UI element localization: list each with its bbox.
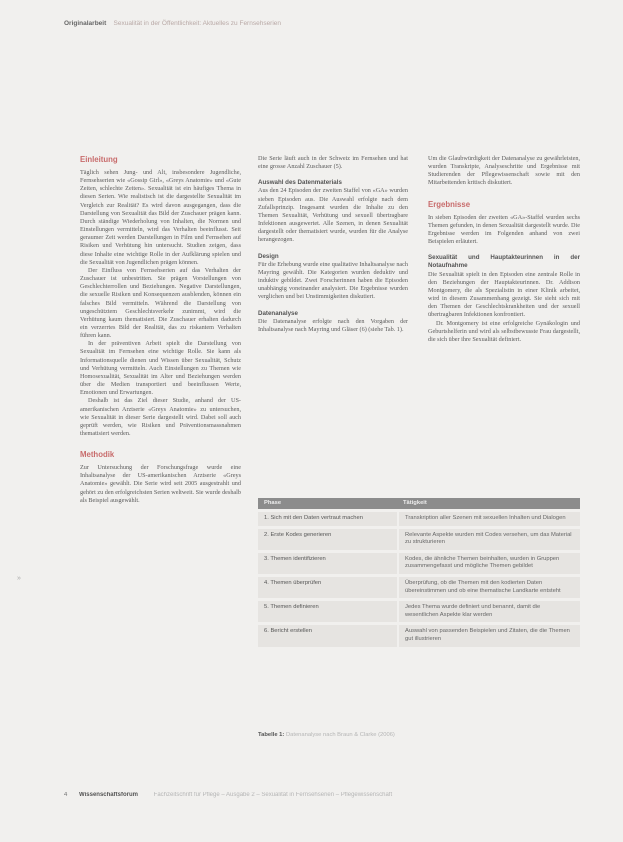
paragraph: Aus den 24 Episoden der zweiten Staffel von «GA» wurden sieben Episoden aus. Die Auswahl erfolgte nach dem Zufallsprinzip. Insgesamt wurden die Inhalte zu den Themen Sexualität, Verhütung und sexuell übertragbare Infektionen ausgewertet. Alle Szenen, in denen Sexualität dargestellt oder thematisiert wurde, wurden für die Analyse herangezogen.: [258, 187, 408, 244]
section-heading-ergebnisse: Ergebnisse: [428, 199, 471, 209]
table-header: [258, 498, 580, 509]
table-cell-phase: 3. Themen identifizieren: [264, 555, 326, 562]
magazine-name: Wissenschaftsforum: [79, 792, 138, 798]
table-header-cell: Tätigkeit: [403, 499, 427, 506]
table-cell-phase: 1. Sich mit den Daten vertraut machen: [264, 515, 363, 521]
footer-reference: Fachzeitschrift für Pflege – Ausgabe 2 – Sexualität in Fernsehserien – Pflegewissenschaft: [153, 792, 393, 798]
header-title: Sexualität in der Öffentlichkeit: Aktuelles zu Fernsehserien: [113, 20, 282, 27]
analysis-table: [258, 498, 580, 647]
paragraph: Um die Glaubwürdigkeit der Datenanalyse zu gewährleisten, wurden Transkripte, Analyseschritte und Ergebnisse mit Studierenden der Pflegewissenschaft sowie mit den Mitarbeitenden kritisch diskutiert.: [428, 155, 580, 187]
table-cell-task: Relevante Aspekte wurden mit Codes versehen, um das Material zu strukturieren: [397, 529, 580, 550]
table-cell-task: Jedes Thema wurde definiert und benannt, damit die wesentlichen Aspekte klar werden: [397, 601, 580, 622]
table-cell-task: Kodes, die ähnliche Themen beinhalten, wurden in Gruppen zusammengefasst und mögliche Themen gebildet: [397, 553, 580, 574]
table-cell-phase: 6. Bericht erstellen: [264, 628, 313, 635]
table-caption: [258, 732, 395, 738]
table-row: [258, 512, 580, 526]
section-heading-methodik: Methodik: [80, 450, 115, 460]
paragraph: Dr. Montgomery ist eine erfolgreiche Gynäkologin und Geburtshelferin und wird als selbstbewusste Frau dargestellt, die sich über ihre Sexualität definiert.: [428, 319, 580, 343]
column-3: [428, 155, 580, 344]
table-row: [258, 601, 580, 622]
table-cell-task: Transkription aller Szenen mit sexuellen Inhalten und Dialogen: [397, 512, 580, 526]
paragraph: Der Einfluss von Fernsehserien auf das Verhalten der Zuschauer ist unbestritten. Sie prägen Vorstellungen von Geschlechterrollen und Beziehungen. Negative Darstellungen, die sexuelle Risiken und Konsequenzen ausblenden, können ein falsches Bild vermitteln. Während die Darstellung von ungeschütztem Geschlechtsverkehr zunimmt, wird die Verhütung kaum thematisiert. Die Zuschauer erhalten dadurch ein verzerrtes Bild der Realität, das zu riskantem Verhalten führen kann.: [80, 266, 241, 340]
paragraph: Die Datenanalyse erfolgte nach den Vorgaben der Inhaltsanalyse nach Mayring und Gläser (6) (siehe Tab. 1).: [258, 317, 408, 333]
paragraph: In der präventiven Arbeit spielt die Darstellung von Sexualität im Fernsehen eine wichtige Rolle. Sie kann als Informationsquelle dienen und Wissen über Sexualität, Schutz und Verhütung vermitteln. Auch Einstellungen zu Themen wie Homosexualität, Sexualität im Alter und Beziehungen werden über die Medien transportiert und beeinflussen Werte, Emotionen und Erwartungen.: [80, 340, 241, 397]
table-row: [258, 625, 580, 646]
table-cell-phase: 2. Erste Kodes generieren: [264, 531, 332, 538]
paragraph: Die Serie läuft auch in der Schweiz im Fernsehen und hat eine grosse Anzahl Zuschauer (5).: [258, 155, 408, 171]
subheading-design: Design: [258, 252, 279, 260]
table-cell-task: Auswahl von passenden Beispielen und Zitaten, die die Themen gut illustrieren: [397, 625, 580, 646]
paragraph: Die Sexualität spielt in den Episoden eine zentrale Rolle in den Beziehungen der Hauptakteurinnen. Dr. Addison Montgomery, die als Spezialistin in einer Klinik arbeitet, wird in diesem Zusammenhang gezeigt. Sie sieht sich mit den Themen der Geschlechtskrankheiten und der sexuell übertragbaren Infektionen konfrontiert.: [428, 270, 580, 319]
column-1: [80, 155, 241, 505]
table-cell-task: Überprüfung, ob die Themen mit den kodierten Daten übereinstimmen und ob eine thematische Landkarte entsteht: [397, 577, 580, 598]
page-footer: [64, 792, 580, 798]
margin-mark: »: [17, 575, 21, 582]
caption-text: Datenanalyse nach Braun & Clarke (2006): [285, 732, 395, 738]
table-row: [258, 529, 580, 550]
section-heading-einleitung: Einleitung: [80, 155, 118, 164]
paragraph: Für die Erhebung wurde eine qualitative Inhaltsanalyse nach Mayring gewählt. Die Kategorien wurden deduktiv und induktiv gebildet. Zwei Forscherinnen haben die Episoden unabhängig voneinander analysiert. Die Ergebnisse wurden verglichen und bei Unstimmigkeiten diskutiert.: [258, 260, 408, 301]
subheading-sexualitaet: Sexualität und Hauptakteurinnen in der Notaufnahme: [428, 254, 580, 270]
table-cell-phase: 5. Themen definieren: [264, 604, 319, 611]
table-row: [258, 553, 580, 574]
table-header-cell: Phase: [264, 499, 282, 506]
running-header: [64, 20, 281, 27]
subheading-datenanalyse: Datenanalyse: [258, 309, 298, 317]
header-source: Originalarbeit: [64, 20, 107, 27]
paragraph: Täglich sehen Jung- und Alt, insbesondere Jugendliche, Fernsehserien wie «Gossip Girl», «Greys Anatomie» und «Gute Zeiten, schlechte Zeiten». Sexualität ist ein häufiges Thema in diesen Serien. Wie realistisch ist die dargestellte Sexualität im Vergleich zur Realität? Es wird davon ausgegangen, dass die Darstellung von Sexualität das Bild der Zuschauer prägen kann. Durch ständige Wiederholung von Inhalten, die Normen und Einstellungen vermitteln, wird das Verhalten beeinflusst. Seit geraumer Zeit werden Darstellungen in Film und Fernsehen auf Risiken und Verhütung hin untersucht. Studien zeigen, dass diese Inhalte eine wichtige Rolle in der Aufklärung spielen und die Sexualität von Jugendlichen prägen können.: [80, 169, 241, 266]
page-number: 4: [64, 792, 68, 798]
paragraph: In sieben Episoden der zweiten «GA»-Staffel wurden sechs Themen gefunden, in denen Sexualität dargestellt wurde. Die Ergebnisse werden im Folgenden anhand von zwei Beispielen erläutert.: [428, 213, 580, 246]
caption-label: Tabelle 1:: [258, 732, 285, 738]
table-cell-phase: 4. Themen überprüfen: [264, 579, 322, 586]
paragraph: Zur Untersuchung der Forschungsfrage wurde eine Inhaltsanalyse der US-amerikanischen Arztserie «Greys Anatomie» gewählt. Die Serie wird seit 2005 ausgestrahlt und gehört zu den erfolgreichsten Serien weltweit. Sie wurde deshalb als Beispiel ausgewählt.: [80, 464, 241, 504]
subheading-auswahl: Auswahl des Datenmaterials: [258, 179, 342, 187]
table-row: [258, 577, 580, 598]
paragraph: Deshalb ist das Ziel dieser Studie, anhand der US-amerikanischen Arztserie «Greys Anatomie» zu untersuchen, wie Sexualität in dieser Serie dargestellt wird. Dabei soll auch geprüft werden, wie Risiken und Präventionsmassnahmen thematisiert werden.: [80, 397, 241, 437]
column-2: [258, 155, 408, 334]
